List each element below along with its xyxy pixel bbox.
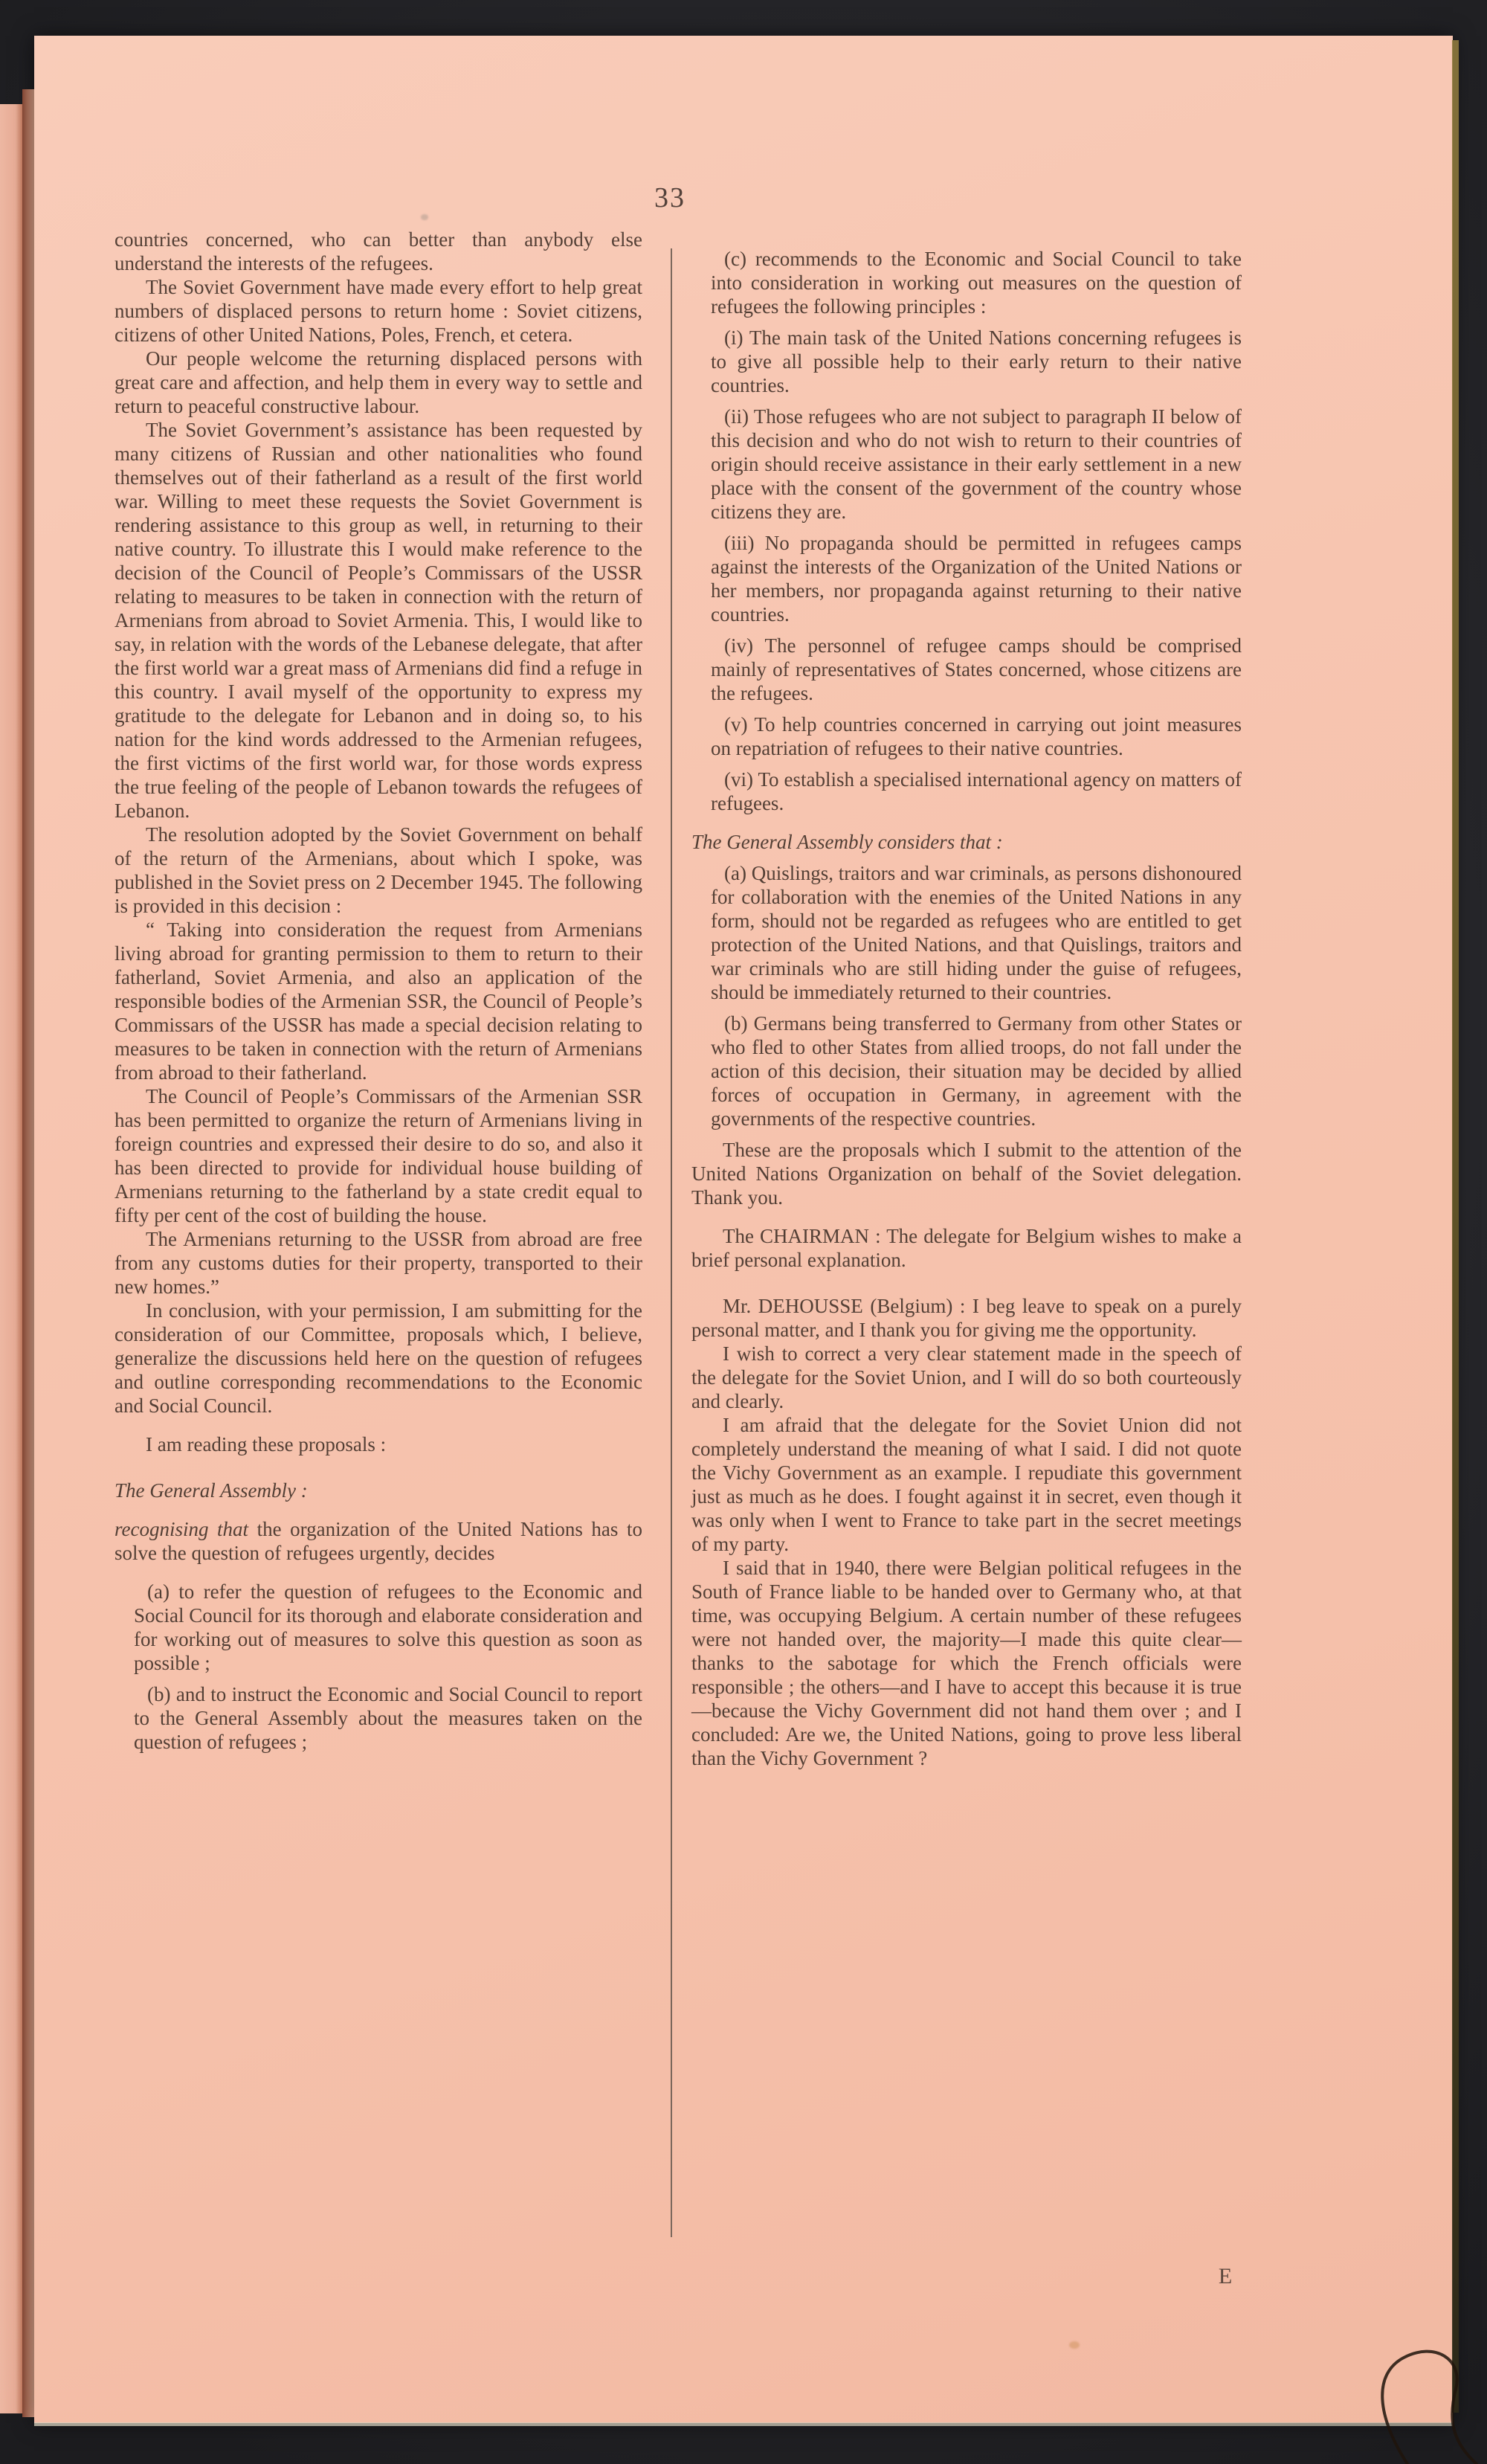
list-item: (vi) To establish a specialised international agency on matters of refugees. bbox=[711, 768, 1242, 814]
list-item: (a) Quislings, traitors and war criminals, as persons dishonoured for collaboration with the enemies of the United Nations in any form, should not be regarded as refugees who are entitled to get protection of the United Nations, and that Quislings, traitors and war criminals who are still hiding under the guise of refugees, should be immediately returned to their countries. bbox=[711, 862, 1242, 1003]
paragraph: The Soviet Government have made every effort to help great numbers of displaced persons to return home : Soviet citizens, citizens of other United Nations, Poles, French, et cetera. bbox=[114, 276, 642, 346]
paragraph: The Armenians returning to the USSR from abroad are free from any customs duties for their property, transported to their new homes.” bbox=[114, 1228, 642, 1298]
paragraph: The Council of People’s Commissars of the Armenian SSR has been permitted to organize the return of Armenians living in foreign countries and expressed their desire to do so, and also it has been directed to provide for individual house building of Armenians returning to the fatherland by a state credit equal to fifty per cent of the cost of building the house. bbox=[114, 1085, 642, 1226]
speaker-paragraph: The CHAIRMAN : The delegate for Belgium wishes to make a brief personal explanation. bbox=[691, 1225, 1242, 1271]
page-number: 33 bbox=[654, 182, 686, 213]
paragraph-text: the organization of the United Nations has to solve the question of refugees urgently, decides bbox=[114, 1518, 642, 1564]
right-column bbox=[691, 228, 1242, 1770]
paragraph: The Soviet Government’s assistance has been requested by many citizens of Russian and other nationalities who found themselves out of their fatherland as a result of the first world war. Willing to meet these requests the Soviet Government is rendering assistance to this group as well, in returning to their native country. To illustrate this I would make reference to the decision of the Council of People’s Commissars of the USSR relating to measures to be taken in connection with the return of Armenians from abroad to Soviet Armenia. This, I would like to say, in relation with the words of the Lebanese delegate, that after the first world war a great mass of Armenians did find a refuge in this country. I avail myself of the opportunity to express my gratitude to the delegate for Lebanon and in doing so, to his nation for the kind words addressed to the Armenian refugees, the first victims of the first world war, for those words express the true feeling of the people of Lebanon towards the refugees of Lebanon. bbox=[114, 419, 642, 822]
paragraph: I wish to correct a very clear statement made in the speech of the delegate for the Soviet Union, and I will do so both courteously and clearly. bbox=[691, 1342, 1242, 1412]
document-page bbox=[34, 36, 1453, 2423]
paragraph: “ Taking into consideration the request from Armenians living abroad for granting permission to them to return to their fatherland, Soviet Armenia, and also an application of the responsible bodies of the Armenian SSR, the Council of People’s Commissars of the USSR has made a special decision relating to measures to be taken in connection with the return of Armenians from abroad to their fatherland. bbox=[114, 919, 642, 1084]
paragraph: Our people welcome the returning displaced persons with great care and affection, and help them in every way to settle and return to peaceful constructive labour. bbox=[114, 347, 642, 417]
left-column bbox=[114, 228, 642, 1754]
paper-stain bbox=[1069, 2341, 1080, 2349]
column-divider bbox=[671, 248, 672, 2237]
list-item: (i) The main task of the United Nations concerning refugees is to give all possible help to their early return to their native countries. bbox=[711, 327, 1242, 396]
paragraph: These are the proposals which I submit to the attention of the United Nations Organization on behalf of the Soviet delegation. Thank you. bbox=[691, 1139, 1242, 1209]
italic-lead: recognising that bbox=[114, 1518, 249, 1540]
paragraph: countries concerned, who can better than anybody else understand the interests of the refugees. bbox=[114, 228, 642, 274]
list-item: (c) recommends to the Economic and Social Council to take into consideration in working out measures on the question of refugees the following principles : bbox=[711, 248, 1242, 318]
gutter-shadow bbox=[22, 89, 34, 2417]
page-bottom-edge bbox=[34, 2422, 1453, 2426]
paragraph: I said that in 1940, there were Belgian political refugees in the South of France liable to be handed over to Germany who, at that time, was occupying Belgium. A certain number of these refugees were not handed over, the majority—I made this quite clear—thanks to the sabotage for which the French officials were responsible ; the others—and I have to accept this because it is true—because the Vichy Government did not hand them over ; and I concluded: Are we, the United Nations, going to prove less liberal than the Vichy Government ? bbox=[691, 1557, 1242, 1769]
paragraph: The resolution adopted by the Soviet Government on behalf of the return of the Armenians, about which I spoke, was published in the Soviet press on 2 December 1945. The following is provided in this decision : bbox=[114, 823, 642, 917]
speaker-paragraph: Mr. DEHOUSSE (Belgium) : I beg leave to speak on a purely personal matter, and I thank you for giving me the opportunity. bbox=[691, 1295, 1242, 1341]
list-item: (ii) Those refugees who are not subject to paragraph II below of this decision and who do not wish to return to their countries of origin should receive assistance in their early settlement in a new place with the consent of the government of the country whose citizens they are. bbox=[711, 405, 1242, 523]
page-edge-stack bbox=[1452, 40, 1459, 2413]
list-item: (b) and to instruct the Economic and Social Council to report to the General Assembly about the measures taken on the question of refugees ; bbox=[134, 1683, 642, 1753]
paragraph bbox=[114, 1517, 642, 1565]
section-heading: The General Assembly considers that : bbox=[691, 831, 1003, 853]
list-item: (iii) No propaganda should be permitted in refugees camps against the interests of the Organization of the United Nations or her members, nor propaganda against returning to their native countries. bbox=[711, 532, 1242, 625]
paper-stain bbox=[421, 214, 428, 220]
list-item: (a) to refer the question of refugees to the Economic and Social Council for its thorough and elaborate consideration and for working out of measures to solve this question as soon as possible ; bbox=[134, 1580, 642, 1674]
adjacent-page-edge bbox=[0, 104, 22, 2413]
paragraph: I am reading these proposals : bbox=[146, 1433, 387, 1455]
paragraph: I am afraid that the delegate for the Soviet Union did not completely understand the meaning of what I said. I did not quote the Vichy Government as an example. I repudiate this government just as much as he does. I fought against it in secret, even though it was only when I went to France to take part in the secret meetings of my party. bbox=[691, 1414, 1242, 1555]
list-item: (v) To help countries concerned in carrying out joint measures on repatriation of refugees to their native countries. bbox=[711, 713, 1242, 759]
paragraph: In conclusion, with your permission, I am submitting for the consideration of our Committee, proposals which, I believe, generalize the discussions held here on the question of refugees and outline corresponding recommendations to the Economic and Social Council. bbox=[114, 1299, 642, 1417]
list-item: (b) Germans being transferred to Germany from other States or who fled to other States from allied troops, do not fall under the action of this decision, their situation may be decided by allied forces of occupation in Germany, in agreement with the governments of the respective countries. bbox=[711, 1012, 1242, 1130]
signature-mark: E bbox=[1218, 2264, 1233, 2288]
list-item: (iv) The personnel of refugee camps should be comprised mainly of representatives of States concerned, whose citizens are the refugees. bbox=[711, 634, 1242, 704]
section-heading: The General Assembly : bbox=[114, 1479, 308, 1502]
